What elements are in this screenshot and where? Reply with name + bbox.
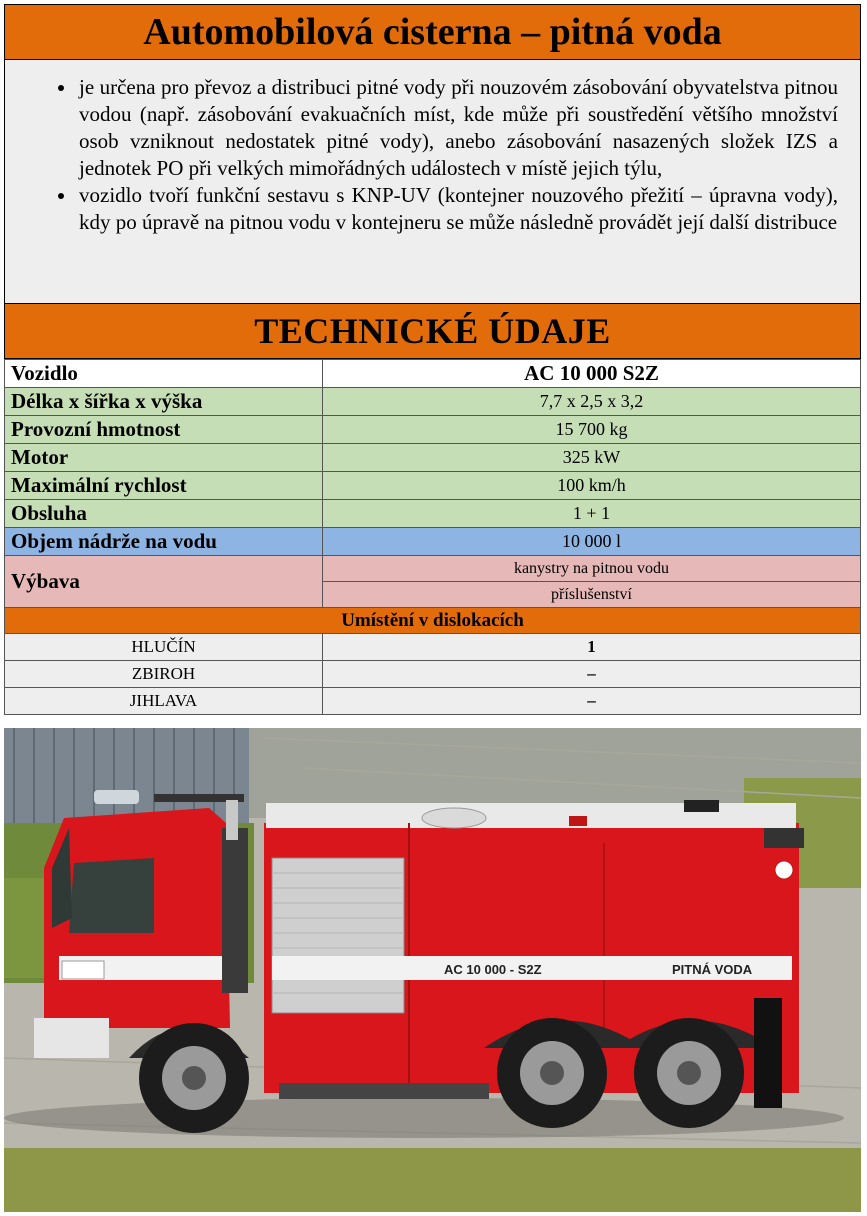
spec-label: Maximální rychlost <box>5 472 323 500</box>
table-row <box>5 661 861 688</box>
equipment-item: kanystry na pitnou vodu <box>323 556 861 582</box>
truck-photo <box>4 728 861 1212</box>
spec-value: 7,7 x 2,5 x 3,2 <box>323 388 861 416</box>
table-row <box>5 608 861 634</box>
title-banner <box>4 4 861 60</box>
table-row <box>5 360 861 388</box>
location-name: ZBIROH <box>5 661 323 688</box>
spec-label: Délka x šířka x výška <box>5 388 323 416</box>
truck-label-right: PITNÁ VODA <box>672 962 753 977</box>
spec-value: 15 700 kg <box>323 416 861 444</box>
description-list <box>33 74 838 236</box>
spec-value: 1 + 1 <box>323 500 861 528</box>
equipment-label: Výbava <box>5 556 323 608</box>
tech-heading-banner <box>4 303 861 359</box>
equipment-item: příslušenství <box>323 582 861 608</box>
tank-label: Objem nádrže na vodu <box>5 528 323 556</box>
table-row <box>5 444 861 472</box>
description-bullet: • je určena pro převoz a distribuci pitné vody při nouzovém zásobování obyvatelstva pitnou vodou (např. zásobování evakuačních míst, kde může při soustředění většího množství osob vzniknout nedostatek pitné vody), anebo zásobování nasazených složek IZS a jednotek PO při velkých mimořádných událostech v místě jejich týlu, <box>77 74 838 182</box>
truck-label-left: AC 10 000 - S2Z <box>444 962 542 977</box>
vehicle-value: AC 10 000 S2Z <box>323 360 861 388</box>
page-title: Automobilová cisterna – pitná voda <box>143 11 722 53</box>
spec-label: Motor <box>5 444 323 472</box>
table-row <box>5 500 861 528</box>
spec-table <box>4 359 861 715</box>
location-count: – <box>323 661 861 688</box>
description-bullet: • vozidlo tvoří funkční sestavu s KNP-UV (kontejner nouzového přežití – úpravna vody), kdy po úpravě na pitnou vodu v kontejneru se může následně provádět její další distribuce <box>77 182 838 236</box>
table-row <box>5 472 861 500</box>
table-row <box>5 634 861 661</box>
tank-value: 10 000 l <box>323 528 861 556</box>
spec-label: Provozní hmotnost <box>5 416 323 444</box>
spec-label: Obsluha <box>5 500 323 528</box>
location-count: – <box>323 688 861 715</box>
table-row <box>5 528 861 556</box>
table-row <box>5 388 861 416</box>
spec-value: 100 km/h <box>323 472 861 500</box>
tech-heading: TECHNICKÉ ÚDAJE <box>254 311 611 351</box>
locations-heading: Umístění v dislokacích <box>5 608 861 634</box>
vehicle-label: Vozidlo <box>5 360 323 388</box>
spec-value: 325 kW <box>323 444 861 472</box>
location-name: JIHLAVA <box>5 688 323 715</box>
description-box <box>4 60 861 303</box>
truck-illustration <box>4 728 861 1212</box>
table-row <box>5 556 861 582</box>
location-name: HLUČÍN <box>5 634 323 661</box>
table-row <box>5 688 861 715</box>
location-count: 1 <box>323 634 861 661</box>
table-row <box>5 416 861 444</box>
